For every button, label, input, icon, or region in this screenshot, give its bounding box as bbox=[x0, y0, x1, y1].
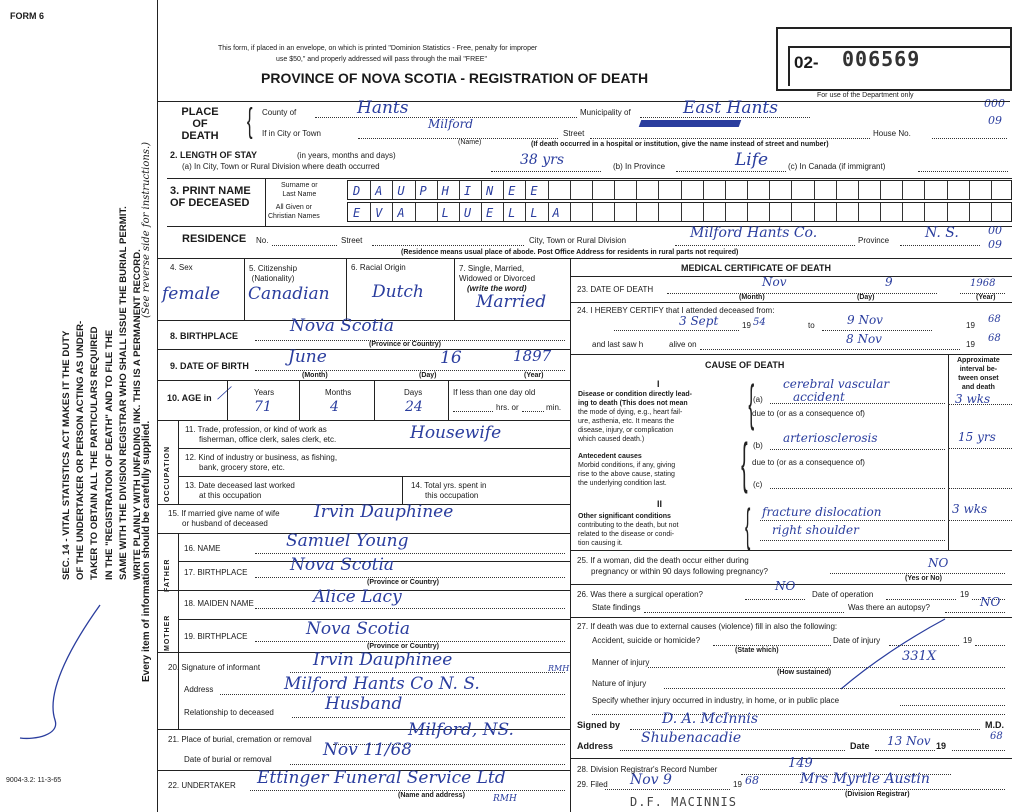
signed-addr-label: Address bbox=[577, 741, 614, 751]
dob-year: 1897 bbox=[513, 347, 552, 365]
res-street-label: Street bbox=[341, 236, 363, 245]
center-divider bbox=[570, 258, 571, 812]
s2-b-value: Life bbox=[735, 150, 769, 170]
s2-b-label: (b) In Province bbox=[613, 162, 666, 171]
cause-a: (a) bbox=[753, 395, 763, 404]
s26-label: 26. Was there a surgical operation? bbox=[577, 590, 703, 599]
hrs-label: hrs. or bbox=[496, 403, 519, 412]
cause-b-value: arteriosclerosis bbox=[783, 431, 878, 445]
s25-label: 25. If a woman, did the death occur either during pregnancy or within 90 days following pregnancy? bbox=[577, 556, 768, 576]
s27-sustained-note: (How sustained) bbox=[777, 669, 832, 676]
s2-label: 2. LENGTH OF STAY bbox=[170, 150, 258, 160]
s24-last-label: and last saw h bbox=[592, 340, 644, 349]
cit-value: Canadian bbox=[248, 284, 330, 304]
reverse-note: (See reverse side for instructions.) bbox=[141, 141, 152, 318]
name-char: I bbox=[463, 184, 472, 198]
antecedent-text: Antecedent causes Morbid conditions, if any, giving rise to the above cause, stating the underlying condition last. bbox=[578, 453, 676, 487]
s26-findings: State findings bbox=[592, 603, 641, 612]
s24-yr2-prefix: 19 bbox=[966, 321, 975, 330]
s23-month: Nov bbox=[762, 275, 787, 289]
name-char: U bbox=[463, 206, 472, 220]
cause-title: CAUSE OF DEATH bbox=[705, 360, 785, 370]
age-label: 10. AGE in bbox=[167, 393, 212, 403]
s27-nature: Nature of injury bbox=[592, 679, 647, 688]
s21-date-value: Nov 11/68 bbox=[323, 740, 413, 760]
s28-label: 28. Division Registrar's Record Number bbox=[577, 765, 718, 774]
dept-use: For use of the Department only bbox=[817, 92, 914, 99]
s21-date-label: Date of burial or removal bbox=[184, 755, 272, 764]
signed-date-year: 68 bbox=[990, 731, 1003, 742]
residence-note: (Residence means usual place of abode. Post Office Address for residents in rural parts not required) bbox=[401, 249, 739, 256]
s26-autopsy: Was there an autopsy? bbox=[848, 603, 930, 612]
s27-date-label: Date of injury bbox=[833, 636, 881, 645]
s24-to-day: 9 Nov bbox=[847, 313, 883, 327]
s24-to: to bbox=[808, 321, 815, 330]
s23-day: 9 bbox=[885, 275, 893, 289]
given-label: All Given or Christian Names bbox=[268, 204, 320, 220]
name-char: V bbox=[375, 206, 383, 220]
s24-last-year: 68 bbox=[988, 333, 1001, 344]
other-value: fracture dislocation right shoulder bbox=[762, 505, 882, 537]
min-label: min. bbox=[546, 403, 562, 412]
res-city-value: Milford Hants Co. bbox=[690, 225, 818, 241]
s24-from-day: 3 Sept bbox=[679, 314, 719, 328]
signed-yr-prefix: 19 bbox=[936, 741, 947, 751]
part-I: I bbox=[657, 379, 660, 389]
s29-date: Nov 9 bbox=[630, 772, 672, 788]
notice-line-1: This form, if placed in an envelope, on which is printed "Dominion Statistics - Free, penalty for improper bbox=[218, 45, 538, 52]
s24-from-year: 54 bbox=[753, 317, 766, 328]
s22-init: RMH bbox=[493, 794, 517, 804]
s27-state-note: (State which) bbox=[735, 647, 779, 654]
county-value: Hants bbox=[357, 98, 409, 118]
disease-text: Disease or condition directly lead- ing to death (This does not mean the mode of dying, e.g., heart fail- ure, asthenia, etc. It means the disease, injury, or complication which caused death.) bbox=[578, 391, 692, 443]
name-char: P bbox=[419, 184, 427, 198]
res-province-value: N. S. bbox=[925, 225, 959, 241]
res-province-label: Province bbox=[858, 236, 890, 245]
s24-yr1-prefix: 19 bbox=[742, 321, 751, 330]
signed-date-value: 13 Nov bbox=[887, 734, 931, 748]
s26-yr: 19 bbox=[960, 590, 969, 599]
city-value: Milford bbox=[428, 117, 474, 131]
occ11-label: 11. Trade, profession, or kind of work as fisherman, office clerk, sales clerk, etc. bbox=[185, 425, 337, 444]
dept-code-1: 000 bbox=[984, 97, 1005, 110]
s27-acc: Accident, suicide or homicide? bbox=[592, 636, 701, 645]
s20-label: 20. Signature of informant bbox=[168, 663, 261, 672]
age-unit-mark: ⟋ bbox=[217, 384, 229, 404]
dob-day: 16 bbox=[440, 348, 462, 368]
s27-pen-stroke bbox=[835, 615, 955, 695]
s22-note: (Name and address) bbox=[398, 792, 465, 799]
s29-note: (Division Registrar) bbox=[845, 791, 910, 798]
res-city-label: City, Town or Rural Division bbox=[529, 236, 627, 245]
cause-a-value: cerebral vascular accident bbox=[783, 377, 890, 404]
signed-label: Signed by bbox=[577, 720, 621, 730]
s15-value: Irvin Dauphinee bbox=[314, 502, 454, 522]
municipality-label: Municipality of bbox=[580, 108, 631, 117]
every-item-note: Every item of information should be carefully supplied. bbox=[141, 420, 152, 682]
s2-a-label: (a) In City, Town or Rural Division where death occurred bbox=[182, 162, 380, 171]
s20-value: Irvin Dauphinee bbox=[313, 650, 453, 670]
sex-value: female bbox=[162, 284, 221, 304]
dob-y-note: (Year) bbox=[524, 372, 544, 379]
s23-label: 23. DATE OF DEATH bbox=[577, 285, 654, 294]
other-interval: 3 wks bbox=[952, 502, 988, 516]
cause-b: (b) bbox=[753, 441, 763, 450]
s15-label: 15. If married give name of wife or husband of deceased bbox=[168, 509, 280, 528]
s27-label: 27. If death was due to external causes (violence) fill in also the following: bbox=[577, 622, 838, 631]
s2-units: (in years, months and days) bbox=[297, 151, 396, 160]
dob-d-note: (Day) bbox=[419, 372, 437, 379]
rule-top bbox=[158, 101, 1010, 102]
name-char: L bbox=[508, 206, 516, 220]
s29-yr-prefix: 19 bbox=[733, 780, 742, 789]
municipality-value: East Hants bbox=[683, 98, 778, 118]
city-name-note: (Name) bbox=[458, 139, 482, 146]
s21-value: Milford, NS. bbox=[408, 720, 514, 740]
medical-title: MEDICAL CERTIFICATE OF DEATH bbox=[681, 263, 831, 273]
age-days: 24 bbox=[405, 399, 423, 415]
s23-day-note: (Day) bbox=[857, 294, 875, 301]
birthplace-value: Nova Scotia bbox=[290, 316, 395, 336]
s29-yr: 68 bbox=[745, 774, 759, 787]
s27-manner: Manner of injury bbox=[592, 658, 650, 667]
name-char: H bbox=[441, 184, 449, 198]
dept-code-2: 09 bbox=[988, 114, 1002, 127]
name-char: E bbox=[353, 206, 361, 220]
registrar-stamp: D.F. MACINNIS bbox=[630, 795, 737, 809]
marital-value: Married bbox=[476, 292, 547, 312]
form-number: FORM 6 bbox=[10, 11, 45, 21]
s22-value: Ettinger Funeral Service Ltd bbox=[257, 768, 506, 788]
interval-header: Approximate interval be- tween onset and death bbox=[957, 357, 1000, 391]
father-bp-value: Nova Scotia bbox=[290, 555, 395, 575]
cause-a-due: due to (or as a consequence of) bbox=[752, 409, 865, 418]
s2-c-label: (c) In Canada (if immigrant) bbox=[788, 162, 886, 171]
cause-c: (c) bbox=[753, 480, 763, 489]
race-label: 6. Racial Origin bbox=[351, 263, 406, 272]
marital-label: 7. Single, Married, Widowed or Divorced (write the word) bbox=[459, 264, 536, 293]
s24-label: 24. I HEREBY CERTIFY that I attended deceased from: bbox=[577, 306, 775, 315]
father-side: FATHER bbox=[164, 558, 171, 592]
name-char: A bbox=[375, 184, 383, 198]
serial-box bbox=[776, 27, 1012, 91]
occupation-side: OCCUPATION bbox=[164, 445, 171, 502]
cause-a-interval: 3 wks bbox=[955, 392, 991, 406]
mother-maiden-label: 18. MAIDEN NAME bbox=[184, 599, 254, 608]
s20-rel-value: Husband bbox=[325, 694, 403, 714]
birthplace-label: 8. BIRTHPLACE bbox=[170, 331, 239, 341]
name-char: E bbox=[530, 184, 538, 198]
form-code: 9004-3.2: 11-3-65 bbox=[6, 777, 62, 784]
name-char: N bbox=[486, 184, 494, 198]
name-char: E bbox=[508, 184, 516, 198]
dob-month: June bbox=[288, 347, 327, 367]
s27-specify: Specify whether injury occurred in industry, in home, or in public place bbox=[592, 696, 840, 705]
redaction-scribble bbox=[639, 120, 742, 127]
s27-yr: 19 bbox=[963, 636, 972, 645]
name-char: A bbox=[397, 206, 405, 220]
cause-b-interval: 15 yrs bbox=[958, 430, 996, 444]
father-name-label: 16. NAME bbox=[184, 544, 221, 553]
signed-date-label: Date bbox=[850, 741, 870, 751]
form-title: PROVINCE OF NOVA SCOTIA - REGISTRATION OF DEATH bbox=[261, 70, 649, 86]
s24-yr3-prefix: 19 bbox=[966, 340, 975, 349]
s29-label: 29. Filed bbox=[577, 780, 608, 789]
part-II: II bbox=[657, 499, 663, 509]
occ12-label: 12. Kind of industry or business, as fishing, bank, grocery store, etc. bbox=[185, 453, 338, 472]
s25-value: NO bbox=[928, 556, 949, 570]
serial-prefix: 02- bbox=[794, 53, 819, 72]
notice-line-2: use $50," and properly addressed will pass through the mail "FREE" bbox=[276, 56, 487, 63]
occ11-value: Housewife bbox=[410, 423, 502, 443]
occ14-label: 14. Total yrs. spent in this occupation bbox=[411, 481, 487, 500]
s26-autopsy-value: NO bbox=[980, 595, 1001, 609]
signed-addr-value: Shubenacadie bbox=[641, 730, 742, 746]
father-bp-note: (Province or Country) bbox=[367, 579, 439, 586]
given-grid bbox=[347, 202, 1012, 222]
lt-one-day-label: If less than one day old bbox=[453, 388, 536, 397]
years-label: Years bbox=[254, 388, 275, 397]
street-label: Street bbox=[563, 129, 585, 138]
house-label: House No. bbox=[873, 129, 911, 138]
s24-last-day: 8 Nov bbox=[846, 332, 882, 346]
surname-grid bbox=[347, 180, 1012, 200]
s28-value: 149 bbox=[788, 756, 813, 771]
city-label: If in City or Town bbox=[262, 129, 321, 138]
mother-maiden-value: Alice Lacy bbox=[313, 587, 402, 607]
mother-bp-note: (Province or Country) bbox=[367, 643, 439, 650]
s29-registrar: Mrs Myrtle Austin bbox=[800, 771, 930, 787]
pen-stroke-mark bbox=[15, 600, 105, 750]
s1-label: PLACE OF DEATH bbox=[181, 106, 219, 142]
s20-rmh: RMH bbox=[548, 664, 570, 673]
age-months: 4 bbox=[330, 399, 339, 415]
name-char: U bbox=[397, 184, 405, 198]
res-no-label: No. bbox=[256, 236, 269, 245]
mother-bp-value: Nova Scotia bbox=[306, 619, 411, 639]
sex-label: 4. Sex bbox=[170, 263, 193, 272]
age-years: 71 bbox=[254, 399, 272, 415]
months-label: Months bbox=[325, 388, 352, 397]
dob-m-note: (Month) bbox=[302, 372, 328, 379]
s24-to-year: 68 bbox=[988, 314, 1001, 325]
cause-b-due: due to (or as a consequence of) bbox=[752, 458, 865, 467]
s23-month-note: (Month) bbox=[739, 294, 765, 301]
left-margin-rule bbox=[157, 0, 158, 812]
hospital-note: (If death occurred in a hospital or institution, give the name instead of street and number) bbox=[531, 141, 829, 148]
mother-bp-label: 19. BIRTHPLACE bbox=[184, 632, 248, 641]
s25-note: (Yes or No) bbox=[905, 575, 942, 582]
s21-label: 21. Place of burial, cremation or removal bbox=[168, 735, 312, 744]
name-char: L bbox=[441, 206, 449, 220]
s20-addr-value: Milford Hants Co N. S. bbox=[284, 674, 480, 694]
s23-year-note: (Year) bbox=[976, 294, 996, 301]
mother-side: MOTHER bbox=[164, 614, 171, 651]
s3-label: 3. PRINT NAME OF DECEASED bbox=[170, 185, 251, 209]
s26-value: NO bbox=[775, 579, 796, 593]
race-value: Dutch bbox=[372, 282, 424, 302]
cit-label: 5. Citizenship (Nationality) bbox=[249, 264, 298, 283]
res-code-1: 00 bbox=[988, 224, 1002, 237]
occ13-label: 13. Date deceased last worked at this occupation bbox=[185, 481, 295, 500]
serial-number: 006569 bbox=[842, 47, 921, 71]
res-code-2: 09 bbox=[988, 238, 1002, 251]
father-bp-label: 17. BIRTHPLACE bbox=[184, 568, 248, 577]
other-text: Other significant conditions contributing to the death, but not related to the disease or condi- tion causing it. bbox=[578, 513, 679, 547]
name-char: D bbox=[353, 184, 361, 198]
name-char: A bbox=[552, 206, 560, 220]
days-label: Days bbox=[404, 388, 423, 397]
signed-md: M.D. bbox=[985, 720, 1004, 730]
birthplace-note: (Province or Country) bbox=[369, 341, 441, 348]
s20-rel-label: Relationship to deceased bbox=[184, 708, 274, 717]
surname-label: Surname or Last Name bbox=[281, 182, 318, 198]
sec14-notice: SEC. 14 - VITAL STATISTICS ACT MAKES IT THE DUTY OF THE UNDERTAKER OR PERSON ACTING AS UNDER- TAKER TO OBTAIN ALL THE PARTICULARS REQUIRED IN THE "REGISTRATION OF DEATH" AND TO FILE THE SAME WITH THE DIVISION REGISTRAR WHO SHALL ISSUE THE BURIAL PERMIT. WRITE PLAINLY WITH UNFADING INK. THIS IS A PERMANENT RECORD. bbox=[61, 206, 144, 580]
s24-last-mid: alive on bbox=[669, 340, 697, 349]
s23-year: 1968 bbox=[970, 278, 996, 289]
s22-label: 22. UNDERTAKER bbox=[168, 781, 236, 790]
s2-a-value: 38 yrs bbox=[520, 152, 565, 168]
s27-code: 331X bbox=[902, 649, 937, 664]
county-label: County of bbox=[262, 108, 297, 117]
residence-label: RESIDENCE bbox=[182, 233, 247, 245]
signed-value: D. A. McInnis bbox=[662, 711, 759, 727]
dob-label: 9. DATE OF BIRTH bbox=[170, 361, 249, 371]
s26-date-label: Date of operation bbox=[812, 590, 874, 599]
name-char: L bbox=[530, 206, 538, 220]
father-name-value: Samuel Young bbox=[286, 531, 409, 551]
name-char: E bbox=[486, 206, 494, 220]
s20-addr-label: Address bbox=[184, 685, 214, 694]
